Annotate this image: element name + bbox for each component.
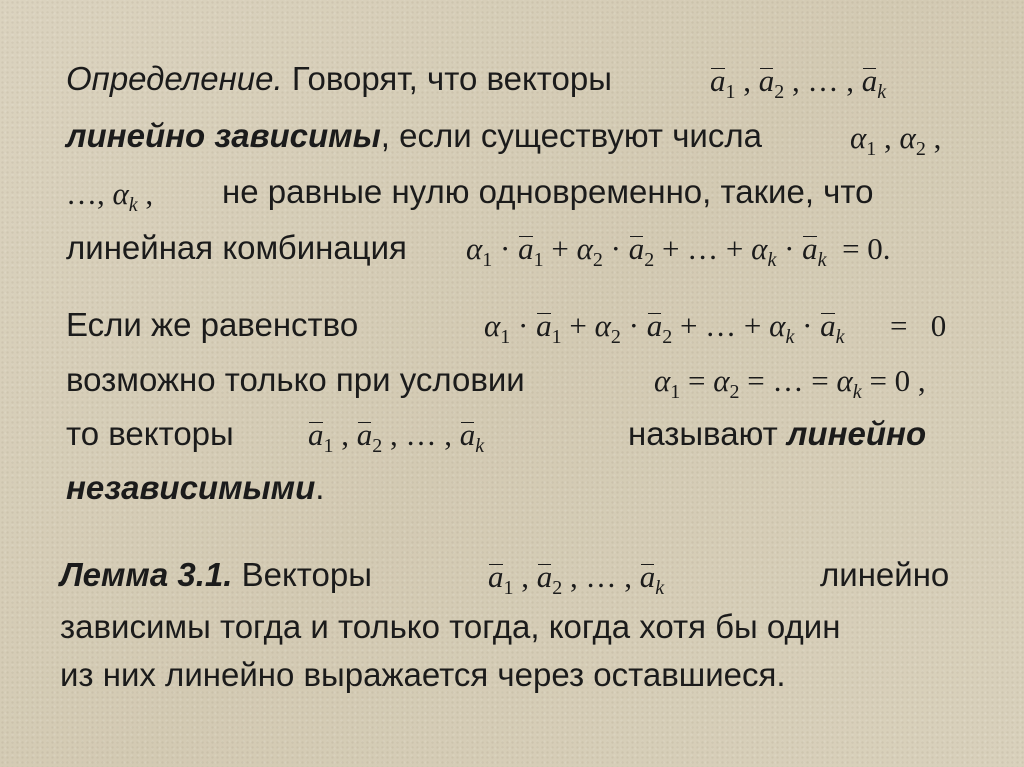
independence-line-4	[66, 468, 324, 508]
independence-line-1	[66, 305, 358, 345]
term-independent: независимыми	[66, 469, 316, 506]
vectors-list-formula: $a_1$ , $a_2$ , … , $a_k$	[308, 417, 485, 457]
equals-zero: = 0	[890, 308, 947, 343]
lemma-text: линейно	[820, 556, 950, 593]
definition-text: линейная комбинация	[66, 229, 407, 266]
alpha-list-formula: $\alpha_1$ , $\alpha_2$ ,	[850, 120, 942, 160]
definition-text: , если существуют числа	[380, 117, 762, 154]
lemma-line-3	[60, 655, 786, 695]
term-linearly-dependent: линейно зависимы	[66, 117, 381, 154]
lemma-text: из них линейно выражается через оставшиеся.	[60, 656, 786, 693]
vectors-list-formula: $a_1$ , $a_2$ , … , $a_k$	[488, 559, 665, 599]
lemma-text: Векторы	[241, 556, 372, 593]
independence-text: Если же равенство	[66, 306, 359, 343]
independence-text: возможно только при условии	[66, 361, 525, 398]
definition-text: не равные нулю одновременно, такие, что	[222, 173, 874, 210]
independence-line-2	[66, 360, 525, 400]
independence-text: то векторы	[66, 415, 234, 452]
definition-line-1	[66, 59, 612, 99]
definition-line-4	[66, 228, 407, 268]
equality-formula: $\alpha_1 \cdot a_1 + \alpha_2 \cdot a_2$ + … + $\alpha_k \cdot a_k$	[484, 308, 845, 348]
lemma-label: Лемма 3.1.	[60, 556, 233, 593]
definition-text: Говорят, что векторы	[291, 60, 612, 97]
independence-text: .	[315, 469, 325, 506]
linear-combination-formula: $\alpha_1 \cdot a_1 + \alpha_2 \cdot a_2$ + … + $\alpha_k \cdot a_k = 0$.	[466, 231, 891, 271]
definition-line-3	[222, 172, 873, 212]
alpha-k-formula: …, $\alpha_k$ ,	[66, 176, 154, 216]
independence-line-3	[66, 414, 234, 454]
lemma-line-2	[60, 607, 840, 647]
independence-line-3-tail	[628, 414, 926, 454]
term-linearly: линейно	[786, 415, 927, 452]
condition-formula: $\alpha_1 = \alpha_2$ = … = $\alpha_k = 0$ ,	[654, 363, 926, 403]
vectors-list-formula: $a_1$ , $a_2$ , … , $a_k$	[710, 63, 887, 103]
independence-text: называют	[628, 415, 778, 452]
definition-line-2	[66, 116, 762, 156]
lemma-line-1-tail	[820, 555, 949, 595]
lemma-line-1	[60, 555, 372, 595]
definition-label: Определение.	[66, 60, 283, 97]
lemma-text: зависимы тогда и только тогда, когда хотя бы один	[60, 608, 841, 645]
